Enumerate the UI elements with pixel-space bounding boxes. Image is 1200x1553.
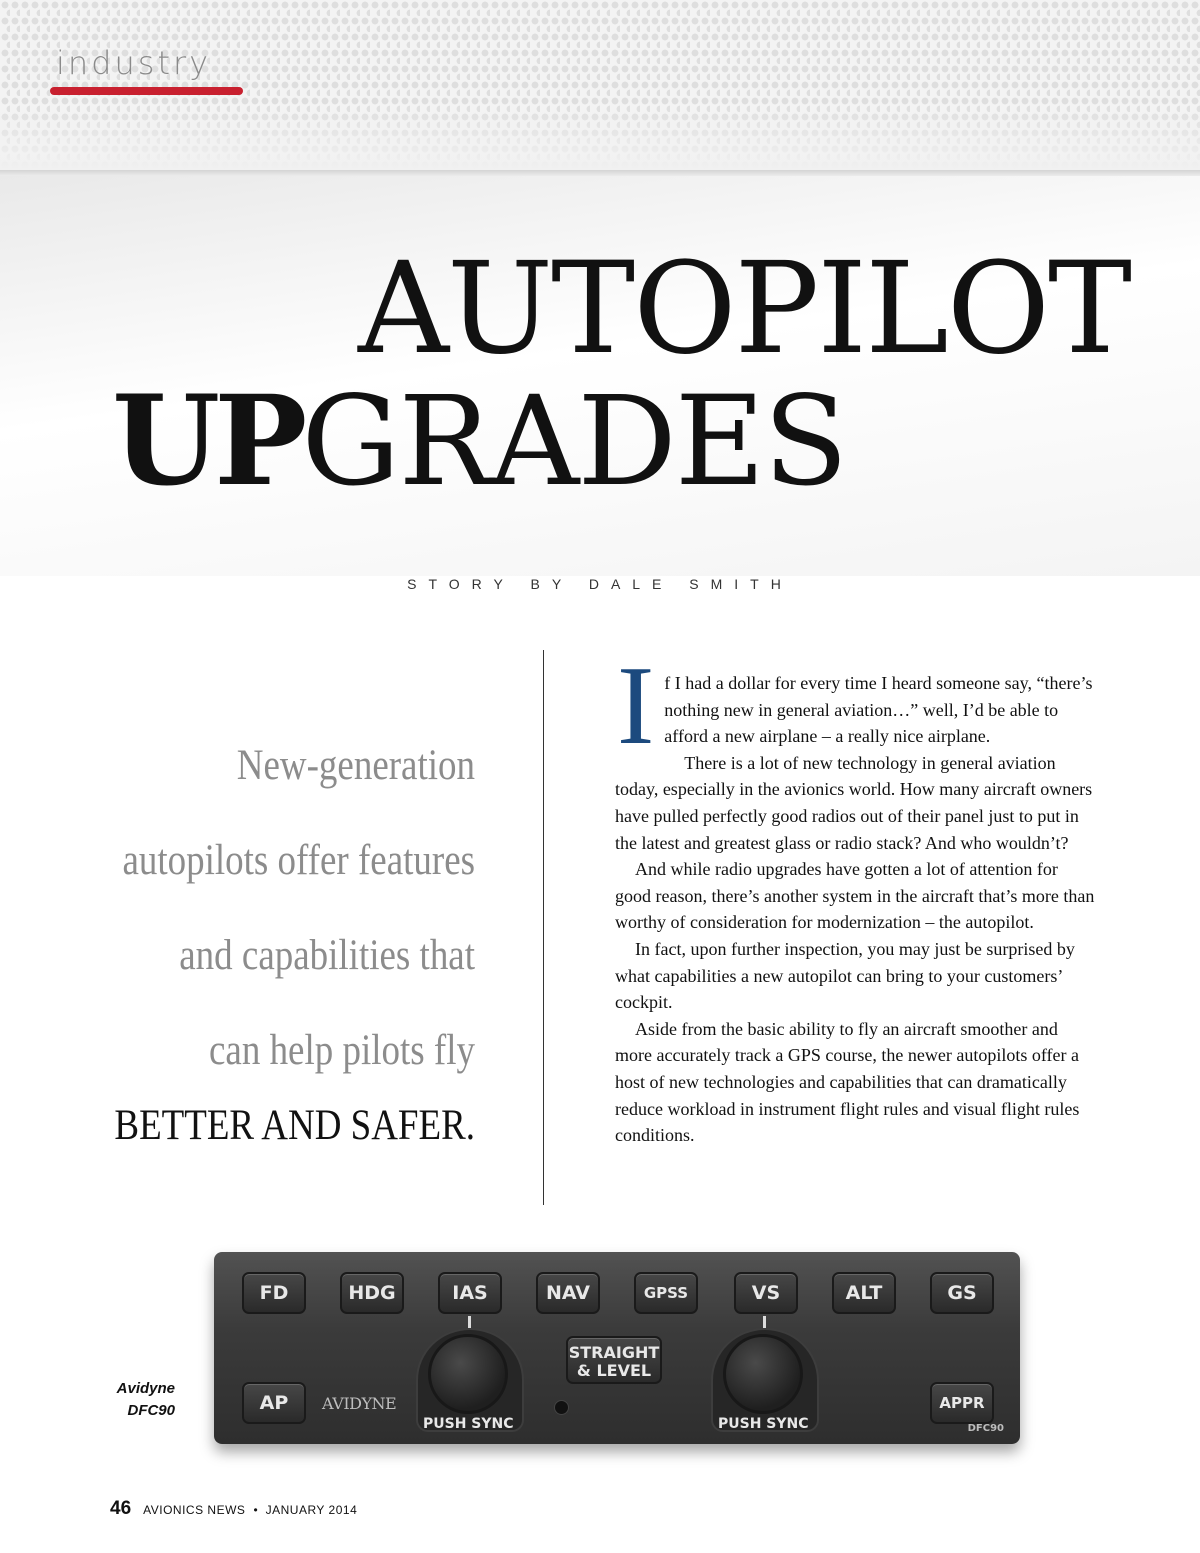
- left-knob-indicator: [468, 1316, 471, 1328]
- byline: STORY BY DALE SMITH: [407, 576, 793, 592]
- article-paragraph: Aside from the basic ability to fly an aircraft smoother and more accurately track a GPS course, the newer autopilots offer a host of new technologies and capabilities that can dramatically reduce workload in instrument flight rules and visual flight rules conditions.: [615, 1018, 1080, 1146]
- caption-line1: Avidyne: [116, 1380, 175, 1397]
- issue-date: JANUARY 2014: [265, 1503, 358, 1517]
- headline-grades: GRADES: [301, 370, 847, 514]
- nav-button: NAV: [536, 1272, 600, 1314]
- panel-model-label: DFC90: [967, 1423, 1004, 1434]
- ap-button: AP: [242, 1382, 306, 1424]
- header-pattern-band: [0, 0, 1200, 172]
- deck-line: New-generation: [236, 742, 475, 789]
- section-label: industry: [56, 44, 212, 82]
- first-paragraph-text: f I had a dollar for every time I heard someone say, “there’s nothing new in general aviation…” well, I’d be able to afford a new airplane – a really nice airplane.: [664, 673, 1093, 747]
- article-paragraph: [615, 644, 1097, 768]
- right-knob: [723, 1334, 803, 1414]
- straight-level-line2: & LEVEL: [576, 1361, 652, 1380]
- article-paragraph: There is a lot of new technology in general aviation today, especially in the avionics world. How many aircraft owners have pulled perfectly good radios out of their panel just to put in the latest and greatest glass or radio stack? And who wouldn’t?: [615, 752, 1093, 853]
- deck-line: and capabilities that: [179, 932, 475, 979]
- alt-button: ALT: [832, 1272, 896, 1314]
- right-knob-indicator: [763, 1316, 766, 1328]
- fd-button: FD: [242, 1272, 306, 1314]
- article-body: [615, 644, 1097, 1149]
- straight-level-button: [566, 1336, 662, 1384]
- deck-pullquote: [55, 718, 475, 1152]
- appr-button: APPR: [930, 1382, 994, 1424]
- page-number: 46: [110, 1498, 132, 1519]
- section-accent-rule: [50, 87, 243, 95]
- deck-line: can help pilots fly: [209, 1027, 475, 1074]
- ias-button: IAS: [438, 1272, 502, 1314]
- left-knob-label: PUSH SYNC: [423, 1416, 514, 1432]
- indicator-led: [554, 1400, 569, 1415]
- straight-level-line1: STRAIGHT: [568, 1343, 660, 1362]
- gs-button: GS: [930, 1272, 994, 1314]
- autopilot-panel-image: [214, 1252, 1020, 1444]
- gpss-button: GPSS: [634, 1272, 698, 1314]
- drop-cap: I: [617, 644, 655, 768]
- figure-caption: [60, 1378, 175, 1422]
- footer-bullet: •: [253, 1503, 258, 1517]
- right-knob-label: PUSH SYNC: [718, 1416, 809, 1432]
- vs-button: VS: [734, 1272, 798, 1314]
- column-divider: [543, 650, 544, 1205]
- headline-line2: [112, 369, 847, 514]
- headline-up: UP: [112, 369, 302, 514]
- deck-line: autopilots offer features: [122, 837, 475, 884]
- deck-emphasis: BETTER AND SAFER.: [114, 1102, 476, 1149]
- article-paragraph: And while radio upgrades have gotten a lot of attention for good reason, there’s another system in the aircraft that’s more than worthy of consideration for modernization – the autopilot.: [615, 859, 1095, 933]
- panel-brand-logo: AVIDYNE: [322, 1394, 397, 1413]
- caption-line2: DFC90: [127, 1402, 175, 1419]
- headline-line1: AUTOPILOT: [358, 235, 1131, 382]
- page-footer: [110, 1498, 357, 1520]
- hdg-button: HDG: [340, 1272, 404, 1314]
- article-paragraph: In fact, upon further inspection, you may just be surprised by what capabilities a new autopilot can bring to your customers’ cockpit.: [615, 938, 1075, 1013]
- left-knob: [428, 1334, 508, 1414]
- publication-name: AVIONICS NEWS: [143, 1503, 246, 1517]
